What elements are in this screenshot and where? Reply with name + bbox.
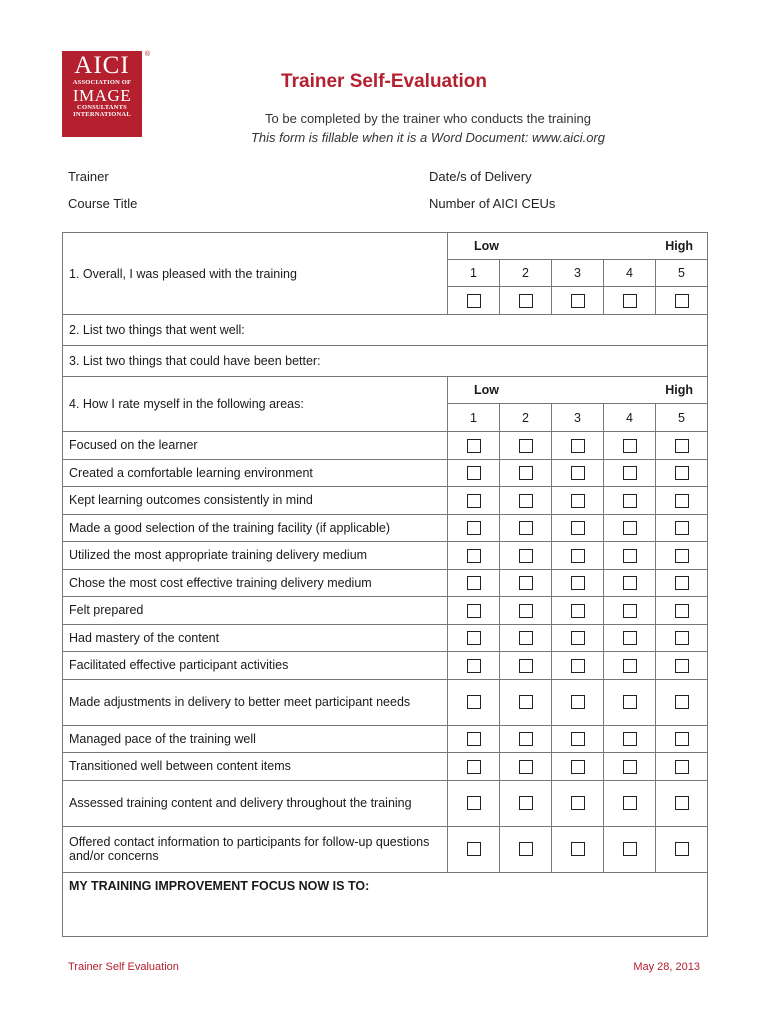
rating-checkbox[interactable] [519,576,533,590]
rating-row [63,753,708,781]
rating-checkbox[interactable] [675,631,689,645]
rating-checkbox[interactable] [519,521,533,535]
rating-checkbox[interactable] [675,760,689,774]
rating-checkbox[interactable] [467,796,481,810]
rating-checkbox[interactable] [571,466,585,480]
rating-checkbox[interactable] [623,294,637,308]
rating-checkbox[interactable] [623,659,637,673]
rating-checkbox[interactable] [467,576,481,590]
logo-image: IMAGE [72,85,132,105]
rating-row [63,780,708,826]
rating-checkbox[interactable] [675,521,689,535]
rating-row [63,597,708,625]
rating-checkbox[interactable] [519,695,533,709]
footer-date: May 28, 2013 [633,961,700,973]
rating-checkbox[interactable] [571,695,585,709]
q2-row [63,315,708,346]
rating-checkbox[interactable] [675,659,689,673]
logo-international: INTERNATIONAL [73,111,131,118]
rating-checkbox[interactable] [519,604,533,618]
question-4: 4. How I rate myself in the following areas: [63,377,448,432]
scale-low-label: Low [474,383,499,397]
rating-checkbox[interactable] [467,695,481,709]
scale-number: 4 [604,260,656,287]
scale-number: 3 [552,404,604,432]
rating-checkbox[interactable] [571,659,585,673]
rating-checkbox[interactable] [675,842,689,856]
rating-checkbox[interactable] [675,695,689,709]
rating-row [63,652,708,680]
footer-document-name: Trainer Self Evaluation [68,961,179,973]
rating-row [63,826,708,872]
rating-row [63,679,708,725]
rating-row [63,459,708,487]
rating-checkbox[interactable] [467,659,481,673]
rating-checkbox[interactable] [675,466,689,480]
rating-row [63,569,708,597]
rating-item-label: Transitioned well between content items [63,753,448,781]
rating-checkbox[interactable] [519,466,533,480]
rating-checkbox[interactable] [623,439,637,453]
question-3[interactable]: 3. List two things that could have been better: [63,346,708,377]
logo-association-of: ASSOCIATION OF [72,79,132,86]
rating-checkbox[interactable] [519,439,533,453]
rating-checkbox[interactable] [519,549,533,563]
q4-scale-row [63,377,708,404]
rating-item-label: Created a comfortable learning environment [63,459,448,487]
rating-checkbox[interactable] [675,549,689,563]
rating-checkbox[interactable] [467,521,481,535]
rating-checkbox[interactable] [467,631,481,645]
rating-checkbox[interactable] [675,604,689,618]
rating-checkbox[interactable] [675,294,689,308]
logo-consultants: CONSULTANTS [77,103,127,111]
rating-checkbox[interactable] [467,732,481,746]
rating-checkbox[interactable] [571,760,585,774]
rating-checkbox[interactable] [467,842,481,856]
rating-checkbox[interactable] [675,494,689,508]
rating-item-label: Managed pace of the training well [63,725,448,753]
rating-checkbox[interactable] [519,494,533,508]
scale-number: 2 [500,260,552,287]
rating-item-label: Facilitated effective participant activities [63,652,448,680]
rating-checkbox[interactable] [623,796,637,810]
rating-checkbox[interactable] [675,796,689,810]
rating-checkbox[interactable] [623,549,637,563]
improvement-focus-label: MY TRAINING IMPROVEMENT FOCUS NOW IS TO: [69,878,370,893]
rating-checkbox[interactable] [519,659,533,673]
scale-number: 2 [500,404,552,432]
rating-row [63,624,708,652]
page-title: Trainer Self-Evaluation [281,71,487,92]
rating-checkbox[interactable] [467,494,481,508]
scale-number: 5 [656,260,708,287]
rating-checkbox[interactable] [467,466,481,480]
rating-checkbox[interactable] [623,521,637,535]
rating-checkbox[interactable] [519,732,533,746]
rating-item-label: Offered contact information to participants for follow-up questions and/or concerns [63,826,448,872]
rating-checkbox[interactable] [623,760,637,774]
improvement-focus-row [63,872,708,936]
rating-row [63,432,708,460]
rating-checkbox[interactable] [571,494,585,508]
scale-number: 1 [448,404,500,432]
rating-item-label: Chose the most cost effective training delivery medium [63,569,448,597]
trainer-field-label: Trainer [68,169,109,184]
rating-item-label: Had mastery of the content [63,624,448,652]
rating-item-label: Made adjustments in delivery to better meet participant needs [63,679,448,725]
question-2[interactable]: 2. List two things that went well: [63,315,708,346]
rating-checkbox[interactable] [519,760,533,774]
rating-checkbox[interactable] [623,695,637,709]
rating-checkbox[interactable] [571,294,585,308]
scale-number: 3 [552,260,604,287]
rating-checkbox[interactable] [467,439,481,453]
scale-number: 1 [448,260,500,287]
rating-checkbox[interactable] [467,294,481,308]
rating-checkbox[interactable] [571,604,585,618]
logo-aici: AICI [74,52,130,79]
rating-item-label: Made a good selection of the training facility (if applicable) [63,514,448,542]
scale-high-label: High [665,239,694,253]
scale-number: 4 [604,404,656,432]
rating-row [63,542,708,570]
rating-checkbox[interactable] [571,732,585,746]
rating-checkbox[interactable] [519,631,533,645]
rating-checkbox[interactable] [519,796,533,810]
rating-checkbox[interactable] [675,732,689,746]
rating-checkbox[interactable] [623,494,637,508]
rating-checkbox[interactable] [623,842,637,856]
scale-number: 5 [656,404,708,432]
rating-item-label: Focused on the learner [63,432,448,460]
rating-checkbox[interactable] [623,732,637,746]
q1-scale-row [63,233,708,260]
rating-row [63,725,708,753]
rating-checkbox[interactable] [623,466,637,480]
rating-item-label: Kept learning outcomes consistently in mind [63,487,448,515]
rating-item-label: Utilized the most appropriate training delivery medium [63,542,448,570]
rating-checkbox[interactable] [623,604,637,618]
rating-checkbox[interactable] [571,521,585,535]
rating-checkbox[interactable] [467,760,481,774]
rating-checkbox[interactable] [467,604,481,618]
rating-checkbox[interactable] [519,842,533,856]
dates-field-label: Date/s of Delivery [429,169,532,184]
registered-mark: ® [144,51,150,58]
rating-row [63,487,708,515]
evaluation-table [62,232,708,937]
rating-checkbox[interactable] [467,549,481,563]
ceus-field-label: Number of AICI CEUs [429,196,556,211]
rating-checkbox[interactable] [675,439,689,453]
rating-checkbox[interactable] [623,576,637,590]
page-subtitle: To be completed by the trainer who conducts the training [265,111,591,126]
rating-checkbox[interactable] [571,842,585,856]
course-title-field-label: Course Title [68,196,138,211]
scale-low-label: Low [474,239,499,253]
scale-high-label: High [665,383,694,397]
q3-row [63,346,708,377]
rating-checkbox[interactable] [675,576,689,590]
rating-item-label: Assessed training content and delivery throughout the training [63,780,448,826]
rating-checkbox[interactable] [571,439,585,453]
rating-item-label: Felt prepared [63,597,448,625]
rating-checkbox[interactable] [571,576,585,590]
fillable-note: This form is fillable when it is a Word Document: www.aici.org [250,130,605,145]
rating-checkbox[interactable] [519,294,533,308]
rating-row [63,514,708,542]
rating-checkbox[interactable] [623,631,637,645]
question-1: 1. Overall, I was pleased with the training [63,233,448,315]
rating-checkbox[interactable] [571,796,585,810]
rating-checkbox[interactable] [571,631,585,645]
rating-checkbox[interactable] [571,549,585,563]
